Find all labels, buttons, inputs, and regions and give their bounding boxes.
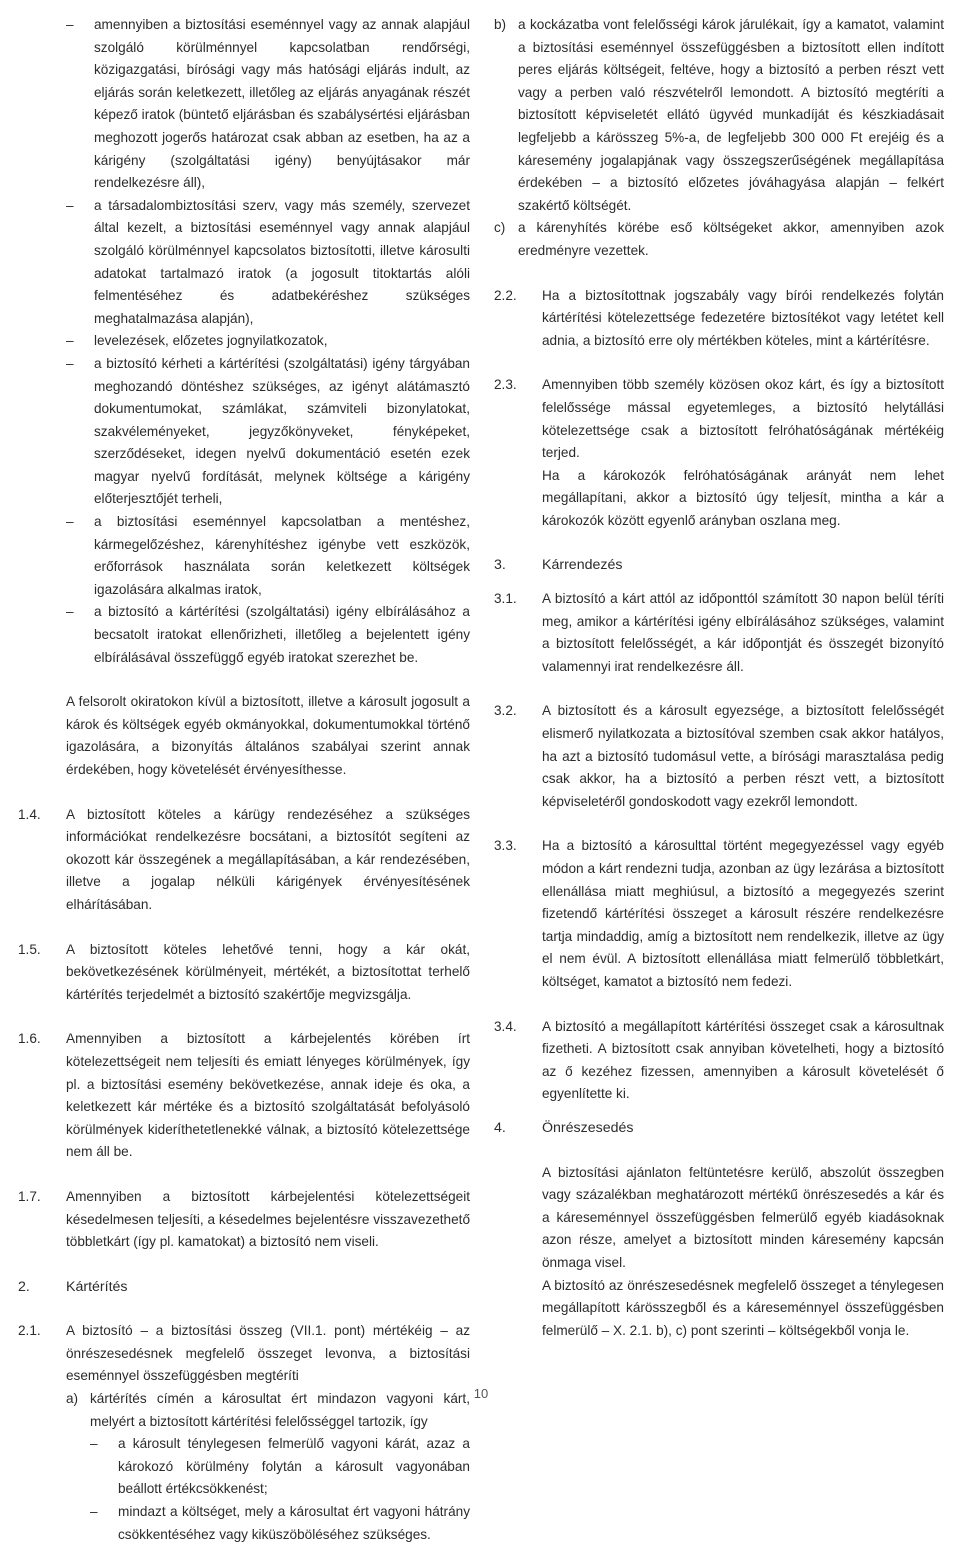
- sub-item-text: a kockázatba vont felelősségi károk járulékait, így a kamatot, valamint a biztosítási eseménnyel összefüggésben a biztosított ellen indított peres eljárás költségeit, feltéve, hogy a biztosító a perben részt vett vagy a perben való részvételről lemondott. A biztosító megtéríti a biztosított képviseletét ellátó ügyvéd munkadíját és készkiadásait legfeljebb a kárösszeg 5%-a, de legfeljebb 300 000 Ft erejéig és a káresemény jogalapjának vagy összegszerűségének megállapítása érdekében – a biztosító előzetes jóváhagyása alapján – felkért szakértő költségét.: [518, 17, 944, 213]
- list-item-text: a biztosító kérheti a kártérítési (szolgáltatási) igény tárgyában meghozandó döntéshez szükséges, az igényt alátámasztó dokumentumokat, számlákat, számviteli bizonylatokat, szakvéleményeket, jegyzőkönyveket, fényképeket, szerződéseket, idegen nyelvű dokumentáció esetén ezek magyar nyelvű fordítását, melynek költsége a kárigény előterjesztőjét terheli,: [94, 355, 470, 507]
- numbered-item-3-4: [494, 1016, 944, 1106]
- item-text: A biztosító – a biztosítási összeg (VII.1. pont) mértékéig – az önrészesedésnek megfelelő összeget levonva, a biztosítási eseménnyel összefüggésben megtéríti: [66, 1323, 470, 1384]
- list-item: [18, 1433, 470, 1501]
- sub-item-label: c): [494, 220, 506, 236]
- section-number: 4.: [494, 1119, 506, 1136]
- dash-marker: –: [66, 604, 74, 620]
- item-text-continued: Ha a károkozók felróhatóságának arányát nem lehet megállapítani, akkor a biztosító úgy teljesít, mintha a kár a károkozók között egyenlő arányban oszlana meg.: [542, 467, 944, 528]
- item-text: Amennyiben a biztosított a kárbejelentés körében írt kötelezettségeit nem teljesíti és emiatt lényeges körülmények, így pl. a biztosítási esemény bekövetkezése, annak ideje és oka, a keletkezett kár mértéke és a biztosító szolgáltatását befolyásoló körülmények kideríthetetlenekké válnak, a biztosító kötelezettsége nem áll be.: [66, 1031, 470, 1160]
- numbered-item-3-3: [494, 835, 944, 993]
- item-number: 3.3.: [494, 838, 517, 854]
- item-text: Ha a biztosító a károsulttal történt megegyezéssel vagy egyéb módon a kárt rendezni tudja, azonban az ügy lezárása a biztosított ellenállása miatt meghiúsul, a biztosító a megegyezés szerint fizetendő kártérítési összeget a károsult részére rendelkezésre tartja mindaddig, amíg a biztosított nem rendelkezik, illetve az ügy el nem évül. A biztosított ellenállása miatt felmerülő többletkárt, költséget, kamatot a biztosító nem fedezi.: [542, 838, 944, 989]
- list-item-text: a károsult ténylegesen felmerülő vagyoni kárát, azaz a károkozó körülmény folytán a károsult vagyonában beállott értékcsökkenést;: [118, 1436, 470, 1497]
- section-number: 2.: [18, 1278, 30, 1295]
- paragraph: A biztosító az önrészesedésnek megfelelő összeget a ténylegesen megállapított kárösszegből és a káreseménnyel összefüggésben felmerülő – X. 2.1. b), c) pont szerinti – költségekből vonja le.: [542, 1277, 944, 1338]
- list-item: [18, 195, 470, 331]
- numbered-item-3-1: [494, 588, 944, 678]
- dash-marker: –: [66, 17, 74, 32]
- left-column: [18, 14, 470, 1546]
- right-column: [494, 14, 944, 1342]
- item-number: 3.2.: [494, 703, 517, 719]
- section-number: 3.: [494, 557, 506, 574]
- item-text: A biztosított és a károsult egyezsége, a biztosított felelősségét elismerő nyilatkozata a biztosítóval szemben csak akkor hatályos, ha azt a biztosító tudomásul vette, a bírósági marasztalása pedig csak akkor, ha a biztosító a perben részt vett, a biztosított képviseletéről gondoskodott vagy ezekről lemondott.: [542, 703, 944, 809]
- dash-marker: –: [66, 197, 74, 213]
- sub-item-c: [494, 217, 944, 262]
- item-number: 1.5.: [18, 941, 41, 957]
- list-item: [18, 353, 470, 511]
- numbered-item-1-7: [18, 1186, 470, 1254]
- numbered-item-1-4: [18, 804, 470, 917]
- list-item: [18, 1501, 470, 1546]
- list-item: [18, 330, 470, 353]
- list-item: [18, 601, 470, 669]
- section-heading-3: [494, 554, 944, 577]
- list-item: [18, 14, 470, 195]
- section-heading-2: [18, 1276, 470, 1299]
- item-text: A biztosító a megállapított kártérítési összeget csak a károsultnak fizetheti. A biztosított csak annyiban követelheti, hogy a biztosító az ő kezéhez fizessen, amennyiben a károsult követelését ő egyenlítette ki.: [542, 1018, 944, 1102]
- page-number: 10: [473, 1386, 489, 1401]
- numbered-item-1-5: [18, 939, 470, 1007]
- sub-item-label: a): [66, 1391, 79, 1407]
- sub-item-text: a kárenyhítés körébe eső költségeket akkor, amennyiben azok eredményre vezettek.: [518, 220, 944, 258]
- item-number: 1.7.: [18, 1188, 41, 1204]
- numbered-item-3-2: [494, 700, 944, 813]
- numbered-item-2-2: [494, 285, 944, 353]
- item-text: A biztosító a kárt attól az időponttól számított 30 napon belül téríti meg, amikor a kártérítési igény elbírálásához szükséges, valamint a biztosított felelősségét, a kár időpontját és összegét bizonyító valamennyi irat rendelkezésre áll.: [542, 591, 944, 674]
- numbered-item-1-6: [18, 1028, 470, 1164]
- sub-item-b: [494, 14, 944, 217]
- dash-marker: –: [66, 355, 74, 371]
- sub-item-label: b): [494, 17, 507, 32]
- item-number: 3.1.: [494, 591, 517, 607]
- paragraph: A felsorolt okiratokon kívül a biztosított, illetve a károsult jogosult a károk és költségek egyéb okmányokkal, dokumentumokkal történő igazolására, a bizonyítás általános szabályai szerint annak érdekében, hogy követelését érvényesíthesse.: [66, 694, 470, 777]
- list-item-text: a biztosító a kártérítési (szolgáltatási) igény elbírálásához a becsatolt iratokat ellenőrizheti, illetőleg a bejelentett igény elbírálásával összefüggő egyéb iratokat szerezhet be.: [94, 604, 470, 665]
- list-item-text: levelezések, előzetes jognyilatkozatok,: [94, 333, 328, 349]
- dash-marker: –: [90, 1504, 98, 1520]
- paragraph: A biztosítási ajánlaton feltüntetésre kerülő, abszolút összegben vagy százalékban meghatározott mértékű önrészesedés a kár és a káreseménnyel összefüggésben felmerülő egyéb kiadásoknak azon része, amelyet a biztosított minden káresemény kapcsán önmaga visel.: [542, 1164, 944, 1270]
- item-number: 2.2.: [494, 287, 517, 303]
- item-number: 3.4.: [494, 1018, 517, 1034]
- item-text: A biztosított köteles a kárügy rendezéséhez a szükséges információkat rendelkezésre bocsátani, a biztosítót segíteni az okozott kár összegének a megállapításában, a kár rendezésében, illetve a jogalap nélküli kárigények érvényesítésének elhárításában.: [66, 806, 470, 912]
- numbered-item-2-1: [18, 1320, 470, 1388]
- list-item: [18, 511, 470, 601]
- item-text: Ha a biztosítottnak jogszabály vagy bírói rendelkezés folytán kártérítési kötelezettsége fedezetére biztosítékot vagy letétet kell adnia, a biztosító erre oly mértékben köteles, mint a kártérítésre.: [542, 287, 944, 348]
- item-number: 1.6.: [18, 1031, 41, 1047]
- dash-marker: –: [66, 514, 74, 530]
- item-number: 1.4.: [18, 806, 41, 822]
- item-text: Amennyiben a biztosított kárbejelentési kötelezettségeit késedelmesen teljesíti, a késedelmes bejelentésre visszavezethető többletkárt (így pl. kamatokat) a biztosító nem viseli.: [66, 1188, 470, 1250]
- dash-marker: –: [90, 1436, 98, 1452]
- item-number: 2.3.: [494, 377, 517, 393]
- section-title: Kárrendezés: [542, 557, 623, 574]
- list-item-text: a biztosítási eseménnyel kapcsolatban a mentéshez, kármegelőzéshez, kárenyhítéshez igénybe vett eszközök, erőforrások használata során keletkezett költségek igazolására alkalmas iratok,: [94, 514, 470, 597]
- sub-item-a: [18, 1388, 470, 1433]
- list-item-text: amennyiben a biztosítási eseménnyel vagy az annak alapjául szolgáló körülménnyel kapcsolatban rendőrségi, közigazgatási, bírósági vagy más hatósági eljárás indult, az eljárás során keletkezett, illetőleg az eljárás anyagának részét képező iratok (büntető eljárásban és szabálysértési eljárásban meghozott jogerős határozat csak abban az esetben, ha az a kárigény (szolgáltatási igény) benyújtásakor már rendelkezésre áll),: [94, 17, 470, 191]
- item-number: 2.1.: [18, 1323, 41, 1339]
- item-text: Amennyiben több személy közösen okoz kárt, és így a biztosított felelőssége mással egyetemleges, a biztosító helytállási kötelezettsége csak a biztosított felróhatóságának mértékéig terjed.: [542, 377, 944, 461]
- dash-marker: –: [66, 333, 74, 349]
- numbered-item-2-3: [494, 374, 944, 532]
- list-item-text: mindazt a költséget, mely a károsultat ért vagyoni hátrány csökkentéséhez vagy kiküszöböléséhez szükséges.: [118, 1504, 470, 1542]
- list-item-text: a társadalombiztosítási szerv, vagy más személy, szervezet által kezelt, a biztosítási eseménnyel vagy annak alapjául szolgáló körülménnyel kapcsolatos biztosítotti, illetve károsulti adatokat tartalmazó iratok (a jogosult titoktartás alóli felmentéséhez és adatbekéréshez szükséges meghatalmazása alapján),: [94, 197, 470, 326]
- sub-item-text: kártérítés címén a károsultat ért mindazon vagyoni kárt, melyért a biztosított kártérítési felelősséggel tartozik, így: [90, 1391, 470, 1429]
- section-title: Önrészesedés: [542, 1119, 634, 1136]
- section-heading-4: [494, 1117, 944, 1140]
- item-text: A biztosított köteles lehetővé tenni, hogy a kár okát, bekövetkezésének körülményeit, mértékét, a biztosítottat terhelő kártérítés terjedelmét a biztosító szakértője megvizsgálja.: [66, 941, 470, 1002]
- section-title: Kártérítés: [66, 1278, 128, 1295]
